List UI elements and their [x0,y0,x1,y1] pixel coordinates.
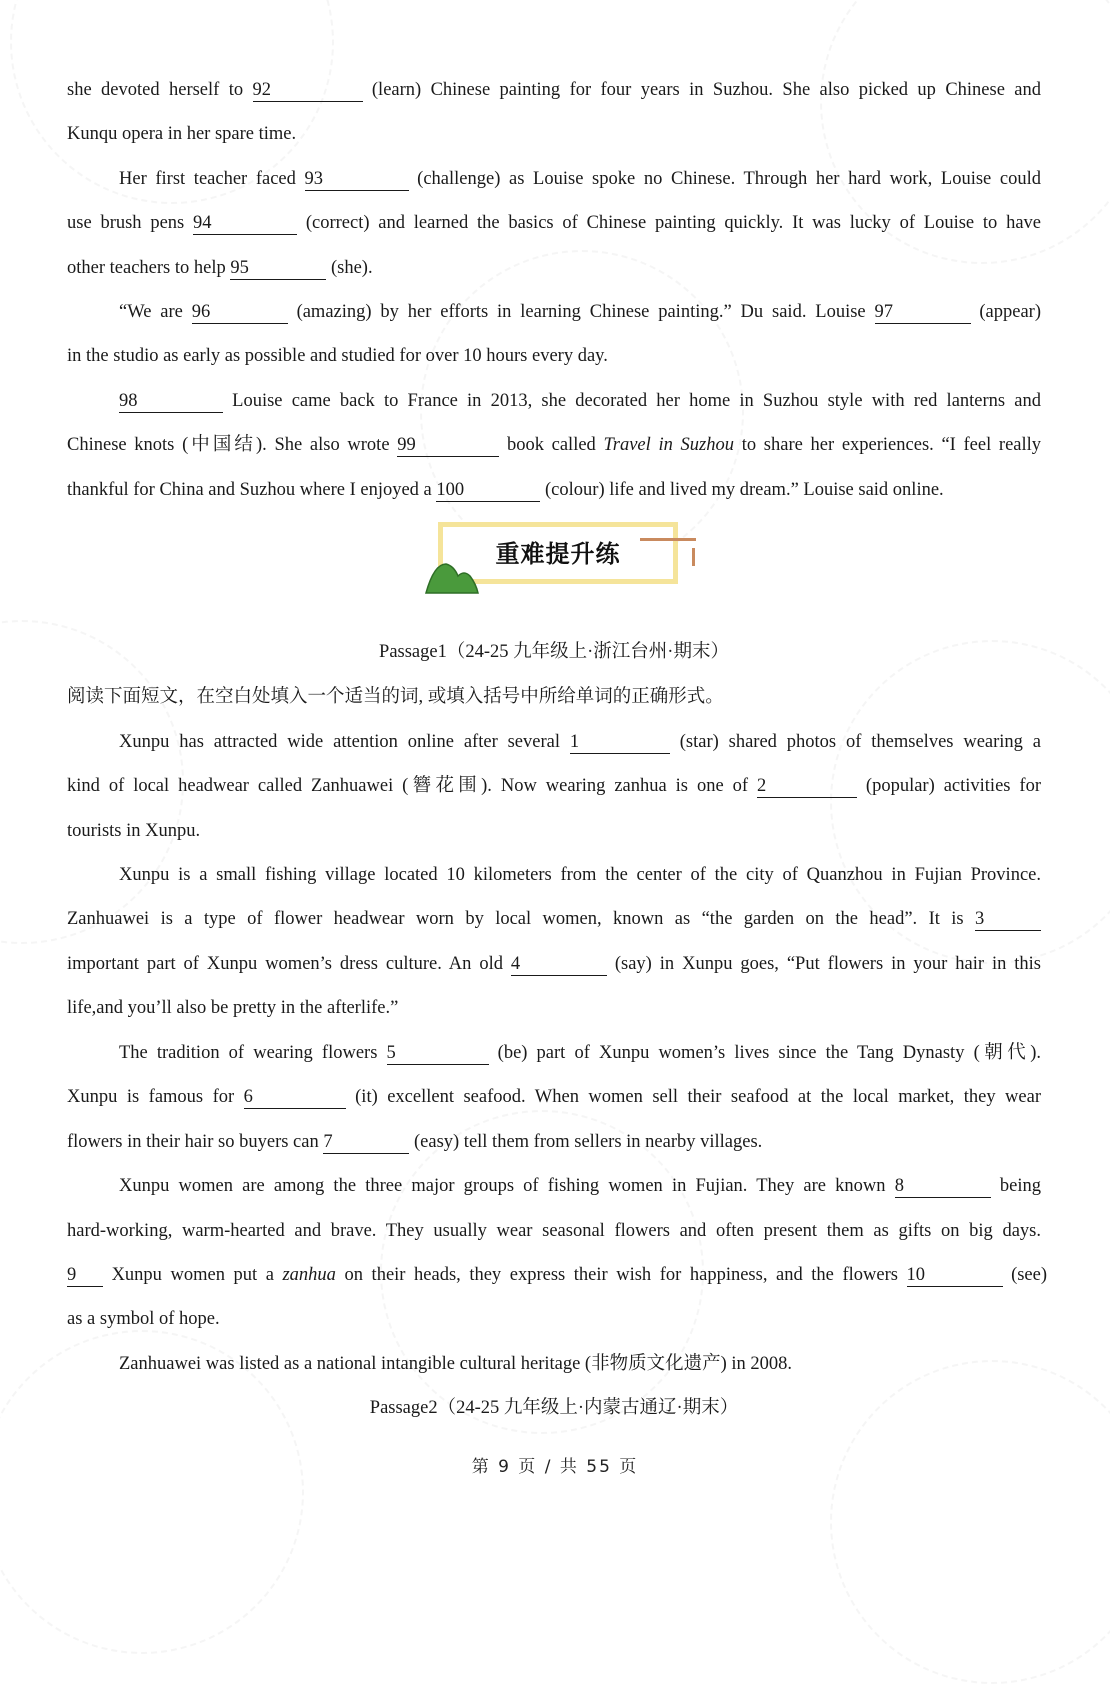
text-line: Kunqu opera in her spare time. [67,124,297,144]
blank-94[interactable]: 94 [193,212,297,235]
text-line: Zanhuawei was listed as a national intangible cultural heritage (非物质文化遗产) in 2008. [119,1354,793,1374]
instruction: 阅读下面短文，在空白处填入一个适当的词, 或填入括号中所给单词的正确形式。 [67,687,724,707]
blank-9[interactable]: 9 [67,1264,103,1287]
text-line: important part of Xunpu women’s dress culture. An old 4 (say) in Xunpu goes, “Put flowers in your hair in this [67,954,1041,974]
text-line: other teachers to help 95 (she). [67,258,373,278]
blank-8[interactable]: 8 [895,1175,991,1198]
text-line: Xunpu is a small fishing village located 10 kilometers from the center of the city of Quanzhou in Fujian Province. [119,865,1041,885]
text-line: use brush pens 94 (correct) and learned the basics of Chinese painting quickly. It was lucky of Louise to have [67,213,1042,233]
blank-7[interactable]: 7 [323,1131,409,1154]
blank-100[interactable]: 100 [436,479,540,502]
text-line: Zanhuawei is a type of flower headwear worn by local women, known as “the garden on the head”. It is 3 [67,904,1041,934]
text-line: life,and you’ll also be pretty in the afterlife.” [67,998,399,1018]
text-line: Xunpu has attracted wide attention online after several 1 (star) shared photos of themselves wearing a [119,732,1042,752]
text-line: as a symbol of hope. [67,1309,220,1329]
blank-99[interactable]: 99 [397,434,499,457]
blank-1[interactable]: 1 [570,731,670,754]
text-line: 98 Louise came back to France in 2013, she decorated her home in Suzhou style with red lanterns and [119,391,1041,411]
blank-10[interactable]: 10 [907,1264,1003,1287]
blank-5[interactable]: 5 [387,1042,489,1065]
section-banner [432,520,684,590]
blank-4[interactable]: 4 [511,953,607,976]
text-line: Xunpu is famous for 6 (it) excellent seafood. When women sell their seafood at the local market, they wear [67,1087,1042,1107]
text-line: hard-working, warm-hearted and brave. They usually wear seasonal flowers and often present them as gifts on big days. [67,1221,1041,1241]
blank-2[interactable]: 2 [757,775,857,798]
blank-93[interactable]: 93 [305,168,409,191]
blank-92[interactable]: 92 [253,79,363,102]
blank-3[interactable]: 3 [975,908,1041,931]
book-title: Travel in Suzhou [603,435,735,455]
text-line: Chinese knots (中国结). She also wrote 99 book called Travel in Suzhou to share her experiences. “I feel really [67,435,1042,455]
blank-95[interactable]: 95 [230,257,326,280]
italic-term: zanhua [282,1265,336,1285]
blank-97[interactable]: 97 [875,301,971,324]
blank-6[interactable]: 6 [244,1086,346,1109]
blank-96[interactable]: 96 [192,301,288,324]
text-line: The tradition of wearing flowers 5 (be) part of Xunpu women’s lives since the Tang Dynasty (朝代). [119,1043,1042,1063]
text-line: in the studio as early as possible and studied for over 10 hours every day. [67,346,608,366]
text-line: tourists in Xunpu. [67,821,201,841]
page-indicator: 第 9 页 / 共 55 页 [471,1457,639,1477]
blank-98[interactable]: 98 [119,390,223,413]
text-line: flowers in their hair so buyers can 7 (easy) tell them from sellers in nearby villages. [67,1132,763,1152]
text-line: thankful for China and Suzhou where I enjoyed a 100 (colour) life and lived my dream.” Louise said online. [67,480,944,500]
text-line: she devoted herself to 92 (learn) Chinese painting for four years in Suzhou. She also picked up Chinese and [67,80,1042,100]
text-line: “We are 96 (amazing) by her efforts in learning Chinese painting.” Du said. Louise 97 (appear) [119,302,1041,322]
passage-heading: Passage1（24-25 九年级上·浙江台州·期末） [379,642,729,662]
banner-accent [692,548,695,566]
section-title: 重难提升练 [495,540,621,568]
text-line: Xunpu women are among the three major groups of fishing women in Fujian. They are known 8 being [119,1176,1041,1196]
text-line: 9 Xunpu women put a zanhua on their heads, they express their wish for happiness, and the flowers 10 (see) [67,1265,1048,1285]
passage-heading: Passage2（24-25 九年级上·内蒙古通辽·期末） [369,1398,739,1418]
text-line: kind of local headwear called Zanhuawei (簪花围). Now wearing zanhua is one of 2 (popular) activities for [67,776,1042,796]
text-line: Her first teacher faced 93 (challenge) as Louise spoke no Chinese. Through her hard work, Louise could [119,169,1041,189]
